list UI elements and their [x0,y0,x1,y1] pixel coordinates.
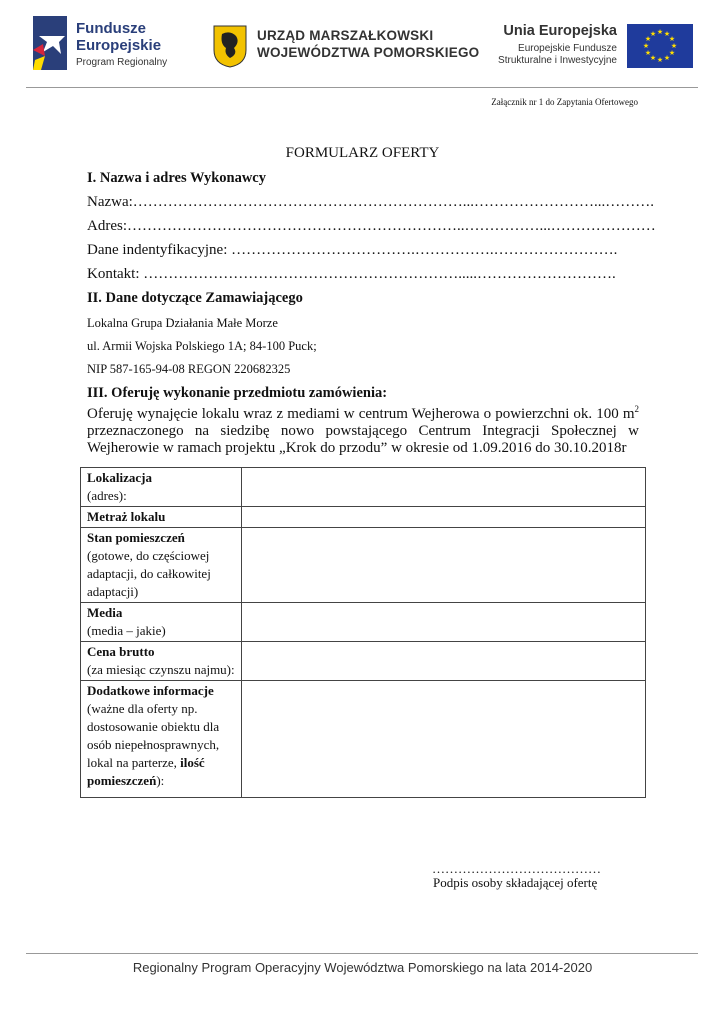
attachment-note: Załącznik nr 1 do Zapytania Ofertowego [491,97,638,107]
offer-paragraph-a: Oferuję wynajęcie lokalu wraz z mediami w centrum Wejherowa o powierzchni ok. 100 m [87,406,635,422]
unia-line1: Europejskie Fundusze [518,43,617,54]
nazwa-field[interactable]: Nazwa:…………………………………………………………...……………………...………. [87,194,655,210]
page-title: FORMULARZ OFERTY [285,145,440,161]
svg-text:★: ★ [668,35,676,43]
footer-rule [26,953,698,954]
lokalizacja-input[interactable] [241,468,645,507]
table-row [81,468,646,507]
row-label-bold: Cena brutto [87,644,155,659]
zamawiajacy-nip: NIP 587-165-94-08 REGON 220682325 [87,362,291,376]
row-label-metraz [81,507,242,528]
unia-title: Unia Europejska [503,23,617,39]
fundusze-title [76,20,161,54]
dane-field[interactable]: Dane indentyfikacyjne: ……………………………….…………….……………………. [87,242,618,258]
table-row [81,507,646,528]
header-rule [26,87,698,88]
row-label-bold: Stan pomieszczeń [87,530,185,545]
section1-heading: I. Nazwa i adres Wykonawcy [87,170,266,186]
svg-text:★: ★ [644,35,652,43]
table-row [81,642,646,681]
row-label-note: (ważne dla oferty np. dostosowanie obiektu dla osób niepełnosprawnych, lokal na parterze, [87,701,220,770]
signature-line[interactable]: ………………………………… [432,861,601,876]
urzad-line1: URZĄD MARSZAŁKOWSKI [257,28,434,43]
row-label-note: (gotowe, do częściowej adaptacji, do całkowitej adaptacji) [87,548,211,599]
media-input[interactable] [241,603,645,642]
table-row [81,528,646,603]
fundusze-logo [33,16,67,70]
svg-text:★: ★ [670,42,678,50]
dodatkowe-input[interactable] [241,681,645,798]
row-label-bold: Media [87,605,123,620]
row-label-stan [81,528,242,603]
zamawiajacy-address: ul. Armii Wojska Polskiego 1A; 84-100 Puck; [87,339,317,353]
pomorskie-crest-icon [212,24,248,68]
svg-text:★: ★ [656,56,664,64]
unia-subtitle [470,43,617,67]
signature-label: Podpis osoby składającej ofertę [433,875,598,890]
fundusze-line2: Europejskie [76,37,162,54]
row-label-note: (adres): [87,488,127,503]
fundusze-subtitle: Program Regionalny [76,57,168,68]
svg-text:★: ★ [649,30,657,38]
row-label-cena [81,642,242,681]
row-label-bold: Lokalizacja [87,470,152,485]
row-label-note: (za miesiąc czynszu najmu): [87,662,235,677]
row-label-note: (media – jakie) [87,623,166,638]
offer-paragraph-sup: 2 [634,404,639,414]
table-row [81,603,646,642]
fundusze-line1: Fundusze [76,20,146,37]
svg-text:★: ★ [663,54,671,62]
row-label-dodatkowe [81,681,242,798]
offer-table [80,467,646,798]
row-label-lokalizacja [81,468,242,507]
row-label-bold2: ilość pomieszczeń [87,755,205,788]
metraz-input[interactable] [241,507,645,528]
svg-text:★: ★ [668,49,676,57]
unia-line2: Strukturalne i Inwestycyjne [498,55,617,66]
urzad-line2: WOJEWÓDZTWA POMORSKIEGO [257,45,480,60]
svg-text:★: ★ [644,49,652,57]
row-label-bold: Dodatkowe informacje [87,683,214,698]
adres-field[interactable]: Adres:…………………………………………………………..……………...………………… [87,218,656,234]
section3-heading: III. Oferuję wykonanie przedmiotu zamówienia: [87,385,388,401]
eu-flag-icon [627,24,693,68]
cena-input[interactable] [241,642,645,681]
row-label-bold: Metraż lokalu [87,509,166,524]
svg-text:★: ★ [649,54,657,62]
kontakt-field[interactable]: Kontakt: ……………………………………………………….....………………………. [87,266,616,282]
svg-text:★: ★ [656,28,664,36]
stan-input[interactable] [241,528,645,603]
row-label-note2: ): [156,773,165,788]
offer-paragraph [87,401,639,457]
urzad-title [257,27,479,61]
offer-paragraph-b: przeznaczonego na siedzibę nowo powstającego Centrum Integracji Społecznej w Wejherowie w ramach projektu „Krok do przodu” w okresie od 1.09.2016 do 30.10.2018r [87,423,639,456]
fundusze-star-icon [33,16,67,70]
footer-text: Regionalny Program Operacyjny Województwa Pomorskiego na lata 2014-2020 [132,960,593,975]
table-row [81,681,646,798]
svg-text:★: ★ [642,42,650,50]
section2-heading: II. Dane dotyczące Zamawiającego [87,290,303,306]
svg-text:★: ★ [663,30,671,38]
zamawiajacy-name: Lokalna Grupa Działania Małe Morze [87,316,278,330]
row-label-media [81,603,242,642]
